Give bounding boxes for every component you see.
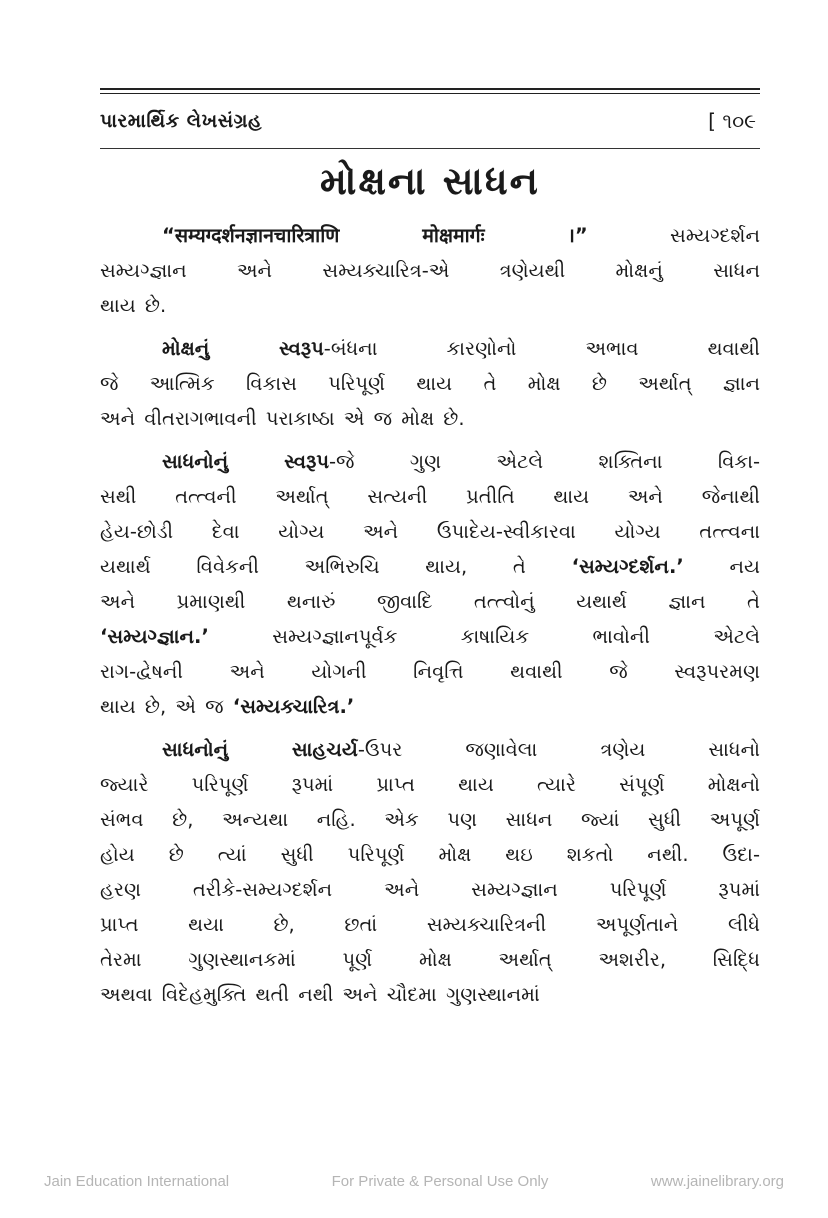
- body-text-run: સમ્યગ્જ્ઞાનપૂર્વક કાષાયિક ભાવોની એટલે: [208, 625, 760, 648]
- text-line: [100, 837, 760, 872]
- text-line: [100, 732, 760, 767]
- body-text-run: જે આત્મિક વિકાસ પરિપૂર્ણ થાય તે મોક્ષ છે અર્થાત્ જ્ઞાન: [100, 372, 760, 395]
- text-line: [100, 767, 760, 802]
- body-text-run: અને પ્રમાણથી થનારું જીવાદિ તત્ત્વોનું યથાર્થ જ્ઞાન તે: [100, 590, 760, 613]
- body-text-run: યથાર્થ વિવેકની અભિરુચિ થાય, તે: [100, 555, 572, 578]
- paragraph: [100, 218, 760, 323]
- body-text-run: તેરમા ગુણસ્થાનકમાં પૂર્ણ મોક્ષ અર્થાત્ અશરીર, સિદ્ધિ: [100, 948, 760, 971]
- text-line: [100, 619, 760, 654]
- footer-usage-note: For Private & Personal Use Only: [331, 1173, 549, 1190]
- text-line: [100, 802, 760, 837]
- body-text-run: અથવા વિદેહમુક્તિ થતી નથી અને ચૌદમા ગુણસ્થાનમાં: [100, 983, 540, 1006]
- running-title: પારમાર્થિક લેખસંગ્રહ: [100, 110, 263, 132]
- text-line: [100, 253, 760, 288]
- text-line: [100, 872, 760, 907]
- text-line: [100, 401, 760, 436]
- paragraph: [100, 732, 760, 1012]
- text-line: [100, 366, 760, 401]
- footer-website-link[interactable]: www.jainelibrary.org: [650, 1173, 784, 1190]
- text-line: [100, 907, 760, 942]
- running-header: [100, 106, 760, 136]
- text-line: [100, 479, 760, 514]
- header-single-rule: [100, 148, 760, 149]
- header-double-rule: [100, 88, 760, 94]
- text-line: [100, 444, 760, 479]
- text-line: [100, 977, 760, 1012]
- text-line: [100, 942, 760, 977]
- bold-heading-text: ‘સમ્યગ્જ્ઞાન.’: [100, 625, 209, 648]
- body-text-run: નય: [683, 555, 760, 578]
- chapter-title: મોક્ષના સાધન: [320, 159, 540, 203]
- text-line: [100, 549, 760, 584]
- bold-heading-text: સાધનોનું સ્વરૂપ: [162, 450, 330, 473]
- body-text-run: -બંધના કારણોનો અભાવ થવાથી: [323, 337, 760, 360]
- body-text-run: હોય છે ત્યાં સુધી પરિપૂર્ણ મોક્ષ થઇ શકતો નથી. ઉદા-: [100, 843, 760, 866]
- text-line: [100, 654, 760, 689]
- text-line: [100, 218, 760, 253]
- bold-heading-text: મોક્ષનું સ્વરૂપ: [162, 337, 324, 360]
- body-text: [100, 218, 760, 1012]
- page-footer: [0, 1173, 828, 1190]
- text-line: [100, 514, 760, 549]
- body-text-run: થાય છે.: [100, 294, 167, 317]
- body-text-run: જ્યારે પરિપૂર્ણ રૂપમાં પ્રાપ્ત થાય ત્યારે સંપૂર્ણ મોક્ષનો: [100, 773, 760, 796]
- paragraph: [100, 331, 760, 436]
- body-text-run: સંભવ છે, અન્યથા નહિ. એક પણ સાધન જ્યાં સુધી અપૂર્ણ: [100, 808, 760, 831]
- text-line: [100, 584, 760, 619]
- paragraph: [100, 444, 760, 724]
- body-text-run: પ્રાપ્ત થયા છે, છતાં સમ્યક્ચારિત્રની અપૂર્ણતાને લીધે: [100, 913, 760, 936]
- body-text-run: અને વીતરાગભાવની પરાકાષ્ઠા એ જ મોક્ષ છે.: [100, 407, 465, 430]
- body-text-run: સમ્યગ્દર્શન: [587, 224, 760, 247]
- text-line: [100, 331, 760, 366]
- body-text-run: -જે ગુણ એટલે શક્તિના વિકા-: [329, 450, 761, 473]
- bold-heading-text: “सम्यग्दर्शनज्ञानचारित्राणि मोक्षमार्गः ।”: [162, 224, 588, 247]
- bold-heading-text: ‘સમ્યગ્દર્શન.’: [571, 555, 684, 578]
- text-line: [100, 689, 760, 724]
- body-text-run: રાગ-દ્વેષની અને યોગની નિવૃત્તિ થવાથી જે સ્વરૂપરમણ: [100, 660, 760, 683]
- bold-heading-text: ‘સમ્યક્ચારિત્ર.’: [232, 695, 355, 718]
- body-text-run: -ઉપર જણાવેલા ત્રણેય સાધનો: [357, 738, 761, 761]
- body-text-run: સથી તત્ત્વની અર્થાત્ સત્યની પ્રતીતિ થાય અને જેનાથી: [100, 485, 760, 508]
- body-text-run: હરણ તરીકે-સમ્યગ્દર્શન અને સમ્યગ્જ્ઞાન પરિપૂર્ણ રૂપમાં: [100, 878, 760, 901]
- body-text-run: હેય-છોડી દેવા યોગ્ય અને ઉપાદેય-સ્વીકારવા યોગ્ય તત્ત્વના: [100, 520, 760, 543]
- footer-publisher: Jain Education International: [44, 1173, 230, 1190]
- text-line: [100, 288, 760, 323]
- body-text-run: સમ્યગ્જ્ઞાન અને સમ્યક્ચારિત્ર-એ ત્રણેયથી મોક્ષનું સાધન: [100, 259, 760, 282]
- book-page: [100, 88, 760, 1020]
- body-text-run: થાય છે, એ જ: [100, 695, 233, 718]
- bold-heading-text: સાધનોનું સાહચર્ય: [162, 738, 358, 761]
- page-number: [ ૧૦૯: [708, 109, 756, 133]
